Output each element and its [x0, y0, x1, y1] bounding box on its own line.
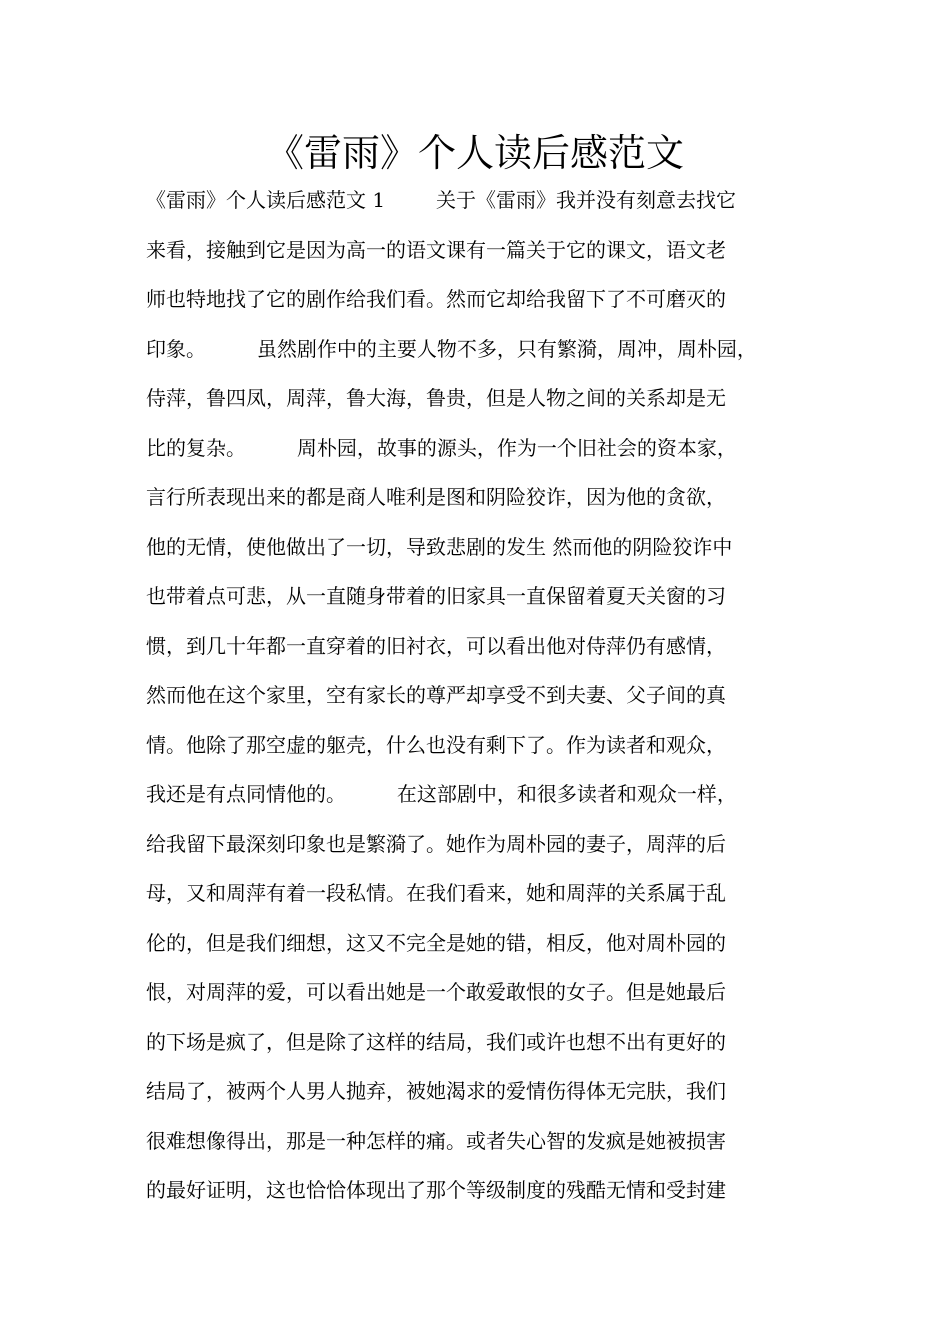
body-line: 伦的，但是我们细想，这又不完全是她的错，相反，他对周朴园的 — [146, 930, 726, 955]
body-line: 母，又和周萍有着一段私情。在我们看来，她和周萍的关系属于乱 — [146, 881, 726, 905]
body-line: 恨，对周萍的爱，可以看出她是一个敢爱敢恨的女子。但是她最后 — [146, 980, 726, 1004]
body-line: 比的复杂。 周朴园，故事的源头，作为一个旧社会的资本家， — [146, 435, 737, 460]
body-line: 印象。 虽然剧作中的主要人物不多，只有繁漪，周冲，周朴园， — [146, 336, 757, 361]
body-line: 然而他在这个家里，空有家长的尊严却享受不到夫妻、父子间的真 — [146, 683, 726, 707]
body-line: 来看，接触到它是因为高一的语文课有一篇关于它的课文，语文老 — [146, 237, 726, 262]
body-line: 侍萍，鲁四凤，周萍，鲁大海，鲁贵，但是人物之间的关系却是无 — [146, 386, 726, 410]
body-line: 情。他除了那空虚的躯壳，什么也没有剩下了。作为读者和观众， — [146, 732, 726, 757]
body-line: 我还是有点同情他的。 在这部剧中，和很多读者和观众一样， — [146, 782, 737, 806]
body-line: 也带着点可悲，从一直随身带着的旧家具一直保留着夏天关窗的习 — [146, 584, 726, 608]
body-line: 的下场是疯了，但是除了这样的结局，我们或许也想不出有更好的 — [146, 1029, 726, 1054]
body-line: 结局了，被两个人男人抛弃，被她渴求的爱情伤得体无完肤，我们 — [146, 1079, 726, 1103]
body-line: 惯，到几十年都一直穿着的旧衬衣，可以看出他对侍萍仍有感情， — [146, 633, 726, 658]
body-line: 很难想像得出，那是一种怎样的痛。或者失心智的发疯是她被损害 — [146, 1128, 726, 1153]
body-line: 《雷雨》个人读后感范文 1 关于《雷雨》我并没有刻意去找它 — [146, 188, 736, 212]
document-title: 《雷雨》个人读后感范文 — [265, 131, 684, 175]
document-body — [146, 180, 826, 1220]
body-line: 言行所表现出来的都是商人唯利是图和阴险狡诈，因为他的贪欲， — [146, 485, 726, 509]
body-line: 他的无情，使他做出了一切，导致悲剧的发生 然而他的阴险狡诈中 — [146, 534, 733, 559]
body-line: 师也特地找了它的剧作给我们看。然而它却给我留下了不可磨灭的 — [146, 287, 726, 311]
body-line: 给我留下最深刻印象也是繁漪了。她作为周朴园的妻子，周萍的后 — [146, 831, 726, 856]
body-line: 的最好证明，这也恰恰体现出了那个等级制度的残酷无情和受封建 — [146, 1178, 726, 1202]
